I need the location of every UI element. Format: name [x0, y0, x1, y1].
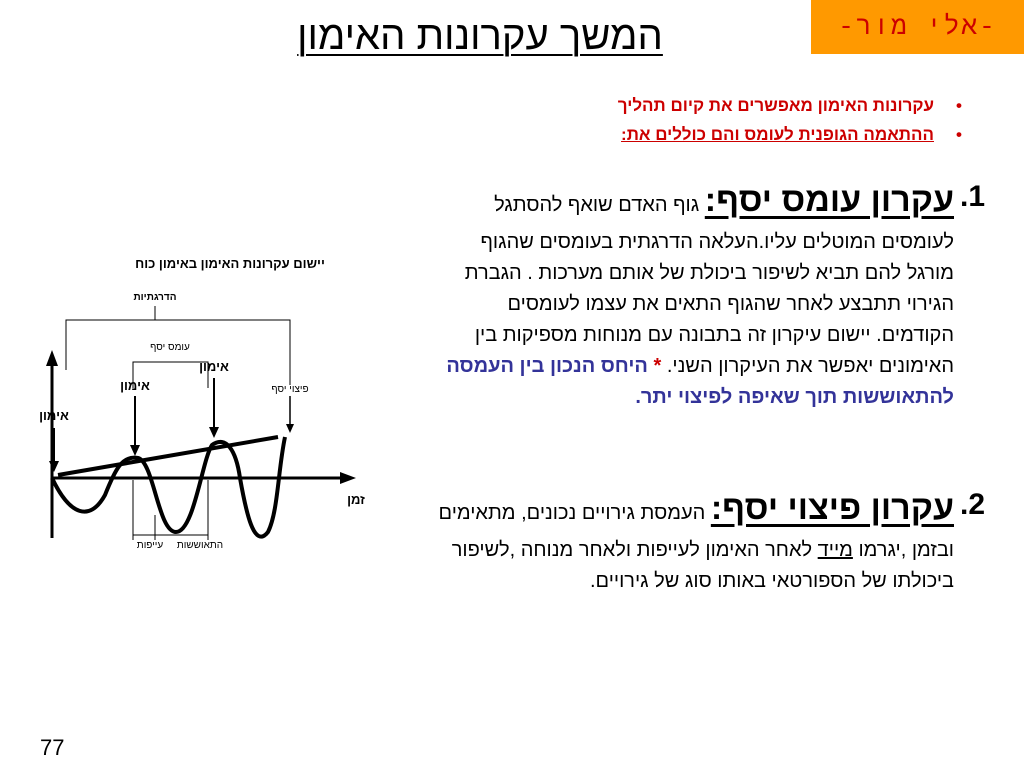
training-diagram	[30, 250, 380, 560]
diagram-label-gradual: הדרגתיות	[133, 292, 177, 303]
principle-1-number: 1.	[960, 180, 986, 213]
bullet-dot-icon: •	[956, 96, 962, 115]
bullet-item	[402, 121, 962, 150]
diagram-label-recovery: התאוששות	[176, 540, 224, 551]
diagram-label-super: פיצוי יסף	[271, 384, 309, 395]
principle-2-number: 2.	[960, 488, 986, 521]
diagram-label-time: זמן	[347, 492, 365, 507]
bullet-dot-icon: •	[956, 124, 962, 144]
arrow-down-icon	[130, 445, 140, 456]
diagram-label-threshold-load: עומס יסף	[150, 342, 190, 353]
bullet-text: ההתאמה הגופנית לעומס והם כוללים את:	[621, 124, 934, 144]
x-axis-arrow-icon	[340, 472, 356, 484]
principle-1-heading: עקרון עומס יסף:	[704, 181, 954, 219]
principle-2	[434, 482, 986, 597]
diagram-label-training-mid: אימון	[120, 378, 150, 393]
principle-2-text-b: לאחר האימון לעייפות ולאחר מנוחה ,לשיפור ביכולתו של הספורטאי באותו סוג של גירויים.	[451, 538, 954, 592]
arrow-down-icon	[209, 427, 219, 438]
principle-2-heading: עקרון פיצוי יסף:	[710, 489, 954, 527]
supercompensation-wave	[52, 437, 285, 537]
author-badge: -אלי מור-	[811, 0, 1024, 54]
principle-1-emphasis: היחס הנכון בין העמסה להתאוששות תוך שאיפה לפיצוי יתר.	[446, 354, 954, 408]
principle-1	[444, 174, 986, 413]
slide-title: המשך עקרונות האימון	[297, 14, 663, 58]
bullet-item	[402, 92, 962, 121]
slide-number: 77	[40, 735, 65, 760]
principle-1-star: *	[653, 354, 662, 377]
progress-line	[58, 437, 278, 475]
diagram-label-fatigue: עייפות	[136, 540, 164, 551]
principle-2-underlined: מייד	[817, 538, 853, 561]
principle-2-text-a: העמסת גירויים נכונים, מתאימים ובזמן ,יגרמו	[438, 502, 954, 561]
diagram-title: יישום עקרונות האימון באימון כוח	[135, 256, 325, 271]
arrow-down-icon	[286, 424, 294, 433]
y-axis-arrow-icon	[46, 350, 58, 366]
diagram-label-training-right: אימון	[199, 359, 229, 374]
principle-1-text: גוף האדם שואף להסתגל לעומסים המוטלים עליו.העלאה הדרגתית בעומסים שהגוף מורגל להם תביא לשיפור ביכולת של אותם מערכות . הגברת הגירוי תתבצע לאחר שהגוף התאים את עצמו לעומסים הקודמים. יישום עיקרון זה בתבונה עם מנוחות מספיקות בין האימונים יאפשר את העיקרון השני.	[464, 194, 954, 377]
intro-bullets	[402, 92, 962, 150]
diagram-label-training-left: אימון	[39, 408, 69, 423]
bullet-text: עקרונות האימון מאפשרים את קיום תהליך	[617, 96, 934, 115]
